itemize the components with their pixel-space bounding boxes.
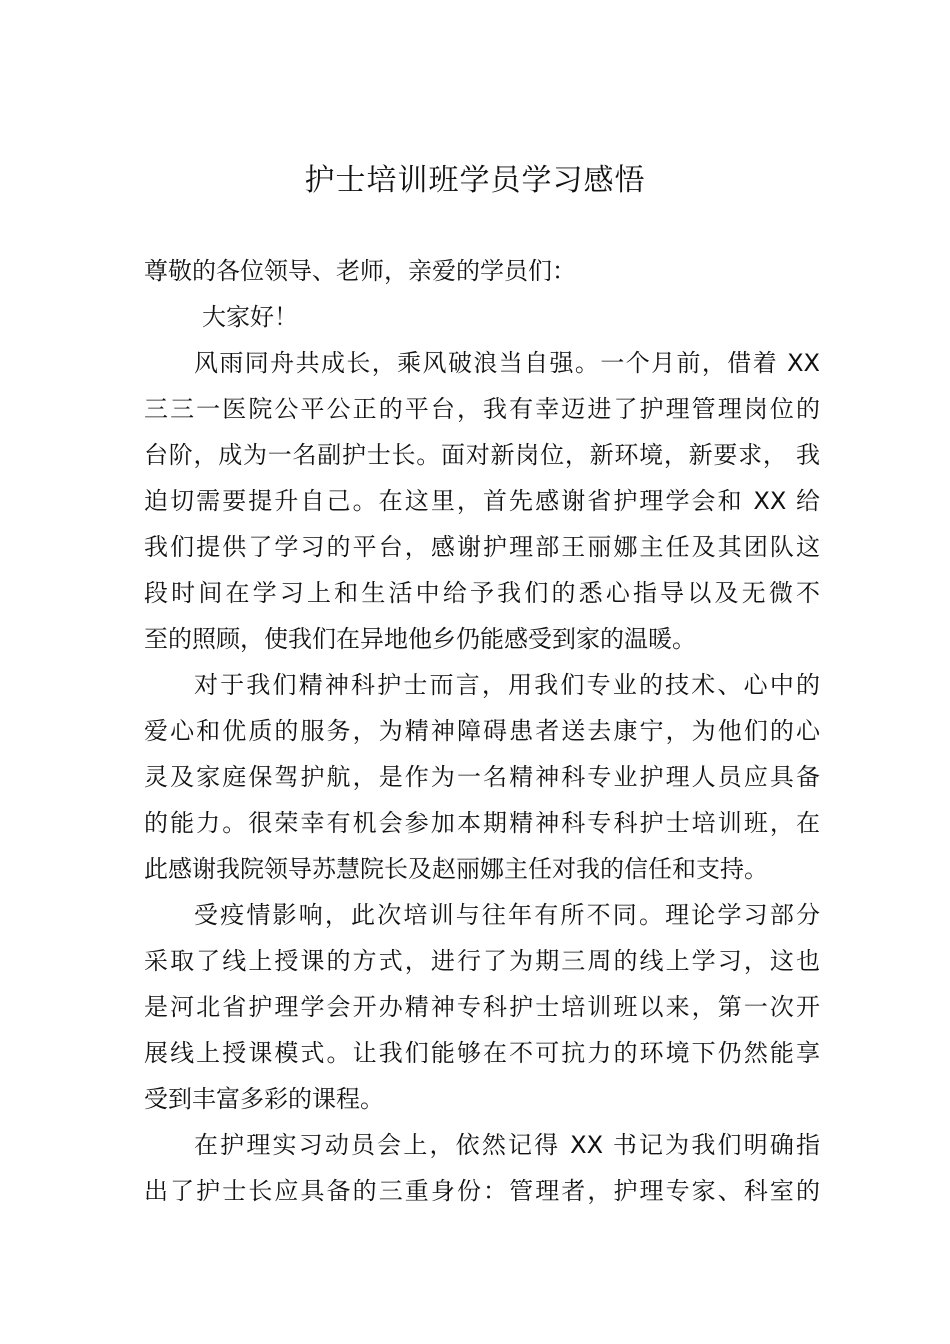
- paragraph-3-line: 受到丰富多彩的课程。: [144, 1085, 384, 1113]
- paragraph-2-line: 灵及家庭保驾护航，是作为一名精神科专业护理人员应具备: [144, 763, 820, 791]
- paragraph-3-line: 是河北省护理学会开办精神专科护士培训班以来，第一次开: [144, 993, 820, 1021]
- paragraph-1-line: 三三一医院公平公正的平台，我有幸迈进了护理管理岗位的: [144, 395, 820, 423]
- paragraph-1-line: 迫切需要提升自己。在这里，首先感谢省护理学会和 XX 给: [144, 487, 820, 515]
- paragraph-1-line: 台阶，成为一名副护士长。面对新岗位，新环境，新要求， 我: [144, 441, 820, 469]
- paragraph-4-line: 在护理实习动员会上，依然记得 XX 书记为我们明确指: [194, 1131, 820, 1159]
- paragraph-1-line: 段时间在学习上和生活中给予我们的悉心指导以及无微不: [144, 579, 820, 607]
- document-body: [144, 248, 820, 1214]
- paragraph-2-line: 爱心和优质的服务，为精神障碍患者送去康宁，为他们的心: [144, 717, 820, 745]
- paragraph-3-line: 受疫情影响，此次培训与往年有所不同。理论学习部分: [194, 901, 820, 929]
- paragraph-2-line: 的能力。很荣幸有机会参加本期精神科专科护士培训班，在: [144, 809, 820, 837]
- document-title: 护士培训班学员学习感悟: [304, 163, 646, 198]
- salutation: 尊敬的各位领导、老师，亲爱的学员们：: [144, 257, 576, 285]
- paragraph-1-line: 我们提供了学习的平台，感谢护理部王丽娜主任及其团队这: [144, 533, 820, 561]
- paragraph-2-line: 对于我们精神科护士而言，用我们专业的技术、心中的: [194, 671, 820, 699]
- greeting: 大家好！: [202, 303, 298, 331]
- paragraph-3-line: 展线上授课模式。让我们能够在不可抗力的环境下仍然能享: [144, 1039, 820, 1067]
- paragraph-3-line: 采取了线上授课的方式，进行了为期三周的线上学习，这也: [144, 947, 820, 975]
- paragraph-4-line: 出了护士长应具备的三重身份：管理者，护理专家、科室的: [144, 1177, 820, 1205]
- paragraph-1-line: 至的照顾，使我们在异地他乡仍能感受到家的温暖。: [144, 625, 696, 653]
- paragraph-2-line: 此感谢我院领导苏慧院长及赵丽娜主任对我的信任和支持。: [144, 855, 768, 883]
- paragraph-1-line: 风雨同舟共成长，乘风破浪当自强。一个月前，借着 XX: [194, 349, 820, 377]
